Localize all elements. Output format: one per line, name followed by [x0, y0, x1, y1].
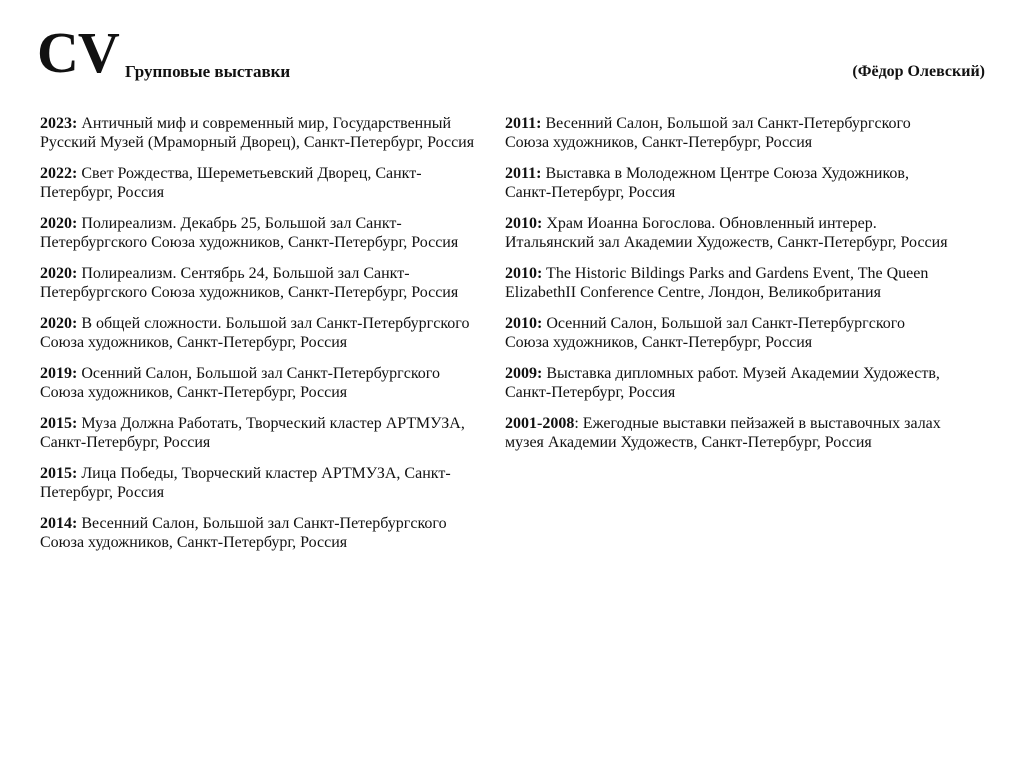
exhibition-description: The Historic Bildings Parks and Gardens Event, The Queen ElizabethII Conference Centre, Лондон, Великобритания: [505, 265, 929, 301]
exhibition-description: Выставка дипломных работ. Музей Академии Художеств, Санкт-Петербург, Россия: [505, 365, 940, 401]
exhibition-description: Лица Победы, Творческий кластер АРТМУЗА, Санкт-Петербург, Россия: [40, 465, 451, 501]
exhibition-entry: [40, 514, 485, 552]
exhibition-year: 2020:: [40, 265, 78, 282]
exhibition-description: Выставка в Молодежном Центре Союза Художников, Санкт-Петербург, Россия: [505, 165, 909, 201]
exhibition-description: Весенний Салон, Большой зал Санкт-Петербургского Союза художников, Санкт-Петербург, Россия: [40, 515, 447, 551]
exhibition-year: 2011:: [505, 165, 542, 182]
exhibition-year: 2015:: [40, 465, 78, 482]
exhibition-entry: [40, 214, 485, 252]
exhibition-year: 2010:: [505, 215, 543, 232]
exhibition-entry: [505, 414, 950, 452]
exhibition-entry: [40, 364, 485, 402]
exhibition-entry: [505, 364, 950, 402]
exhibition-description: : Ежегодные выставки пейзажей в выставочных залах музея Академии Художеств, Санкт-Петербург, Россия: [505, 415, 941, 451]
exhibition-description: Храм Иоанна Богослова. Обновленный интерер. Итальянский зал Академии Художеств, Санкт-Петербург, Россия: [505, 215, 948, 251]
exhibition-entry: [40, 164, 485, 202]
exhibition-year: 2014:: [40, 515, 78, 532]
exhibition-entry: [505, 164, 950, 202]
exhibition-description: Осенний Салон, Большой зал Санкт-Петербургского Союза художников, Санкт-Петербург, Россия: [40, 365, 440, 401]
exhibition-description: Античный миф и современный мир, Государственный Русский Музей (Мраморный Дворец), Санкт-Петербург, Россия: [40, 115, 475, 151]
exhibition-description: Весенний Салон, Большой зал Санкт-Петербургского Союза художников, Санкт-Петербург, Россия: [505, 115, 911, 151]
exhibition-year: 2019:: [40, 365, 78, 382]
cv-title: CV: [37, 20, 119, 85]
exhibitions-right-column: [505, 114, 950, 464]
exhibition-year: 2009:: [505, 365, 543, 382]
exhibition-year: 2022:: [40, 165, 78, 182]
exhibition-year: 2010:: [505, 315, 543, 332]
exhibition-entry: [40, 314, 485, 352]
exhibition-entry: [505, 314, 950, 352]
artist-name: (Фёдор Олевский): [852, 63, 985, 80]
exhibition-entry: [505, 264, 950, 302]
exhibition-entry: [40, 414, 485, 452]
exhibition-year: 2020:: [40, 215, 78, 232]
exhibition-description: Полиреализм. Декабрь 25, Большой зал Санкт-Петербургского Союза художников, Санкт-Петербург, Россия: [40, 215, 459, 251]
exhibition-description: Муза Должна Работать, Творческий кластер АРТМУЗА, Санкт-Петербург, Россия: [40, 415, 465, 451]
exhibition-year: 2020:: [40, 315, 78, 332]
exhibitions-left-column: [40, 114, 485, 564]
exhibition-year: 2010:: [505, 265, 543, 282]
exhibition-year: 2023:: [40, 115, 78, 132]
exhibition-entry: [40, 264, 485, 302]
exhibition-entry: [505, 114, 950, 152]
exhibition-entry: [505, 214, 950, 252]
section-title: Групповые выставки: [125, 62, 291, 81]
exhibition-description: В общей сложности. Большой зал Санкт-Петербургского Союза художников, Санкт-Петербург, Россия: [40, 315, 470, 351]
exhibition-description: Полиреализм. Сентябрь 24, Большой зал Санкт-Петербургского Союза художников, Санкт-Петербург, Россия: [40, 265, 459, 301]
exhibition-year: 2015:: [40, 415, 78, 432]
exhibition-year: 2001-2008: [505, 415, 575, 432]
exhibition-description: Свет Рождества, Шереметьевский Дворец, Санкт-Петербург, Россия: [40, 165, 422, 201]
exhibition-year: 2011:: [505, 115, 542, 132]
exhibition-description: Осенний Салон, Большой зал Санкт-Петербургского Союза художников, Санкт-Петербург, Россия: [505, 315, 905, 351]
exhibition-entry: [40, 464, 485, 502]
exhibition-entry: [40, 114, 485, 152]
